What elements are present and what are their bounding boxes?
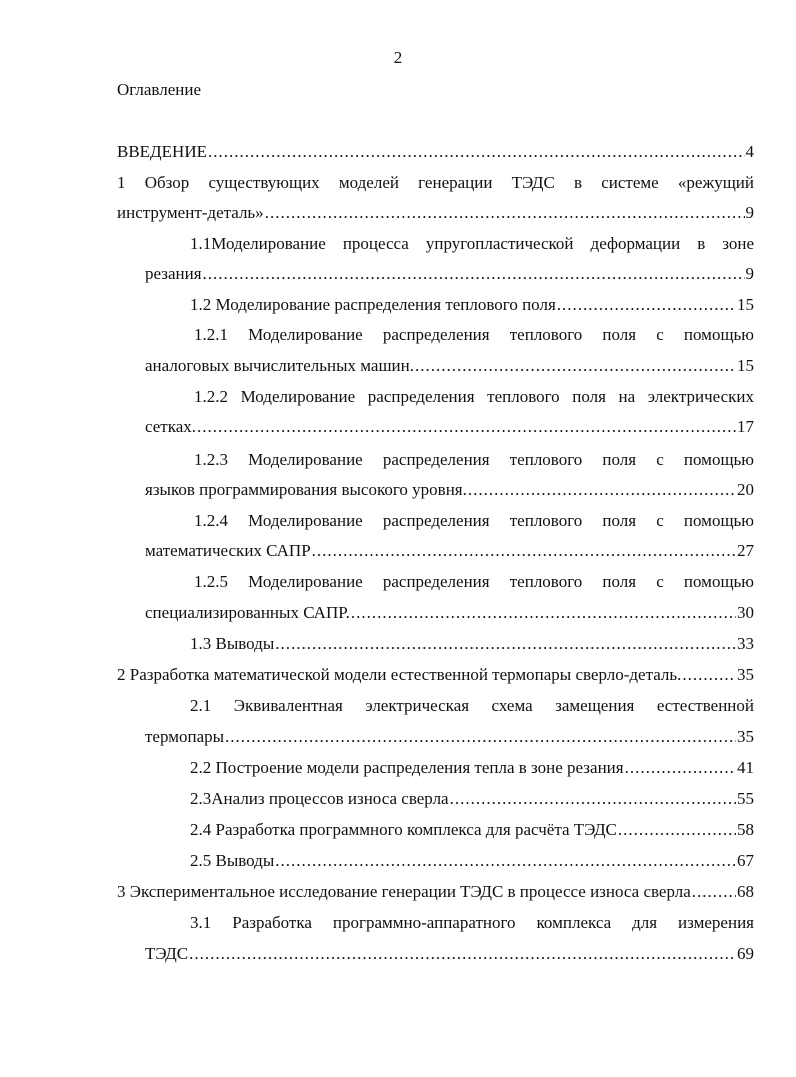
entry-page: 35	[737, 665, 754, 684]
toc-entry-2-1[interactable]	[145, 725, 754, 749]
entry-page: 27	[737, 541, 754, 560]
toc-entry-1-2-1-line1[interactable]: 1.2.1 Моделирование распределения теплового поля с помощью	[194, 325, 754, 344]
toc-entry-2-2[interactable]	[190, 756, 754, 780]
toc-entry-2-3[interactable]	[190, 787, 754, 811]
entry-title: 2 Разработка математической модели естественной термопары сверло-деталь.	[117, 665, 682, 684]
toc-entry-3-1-line1[interactable]: 3.1 Разработка программно-аппаратного комплекса для измерения	[190, 913, 754, 932]
entry-page: 67	[737, 851, 754, 870]
dot-leader	[625, 756, 736, 780]
entry-title: 1.3 Выводы	[190, 634, 275, 653]
dot-leader	[275, 632, 736, 656]
entry-page: 33	[737, 634, 754, 653]
toc-entry-2-1-line1[interactable]: 2.1 Эквивалентная электрическая схема замещения естественной	[190, 696, 754, 715]
dot-leader	[197, 415, 736, 439]
entry-title: аналоговых вычислительных машин.	[145, 356, 414, 375]
dot-leader	[450, 787, 736, 811]
entry-page: 35	[737, 727, 754, 746]
dot-leader	[208, 140, 745, 164]
entry-title: ВВЕДЕНИЕ	[117, 142, 207, 161]
entry-title: 2.5 Выводы	[190, 851, 275, 870]
entry-title: резания	[145, 264, 202, 283]
entry-title: 1.2 Моделирование распределения теплового поля	[190, 295, 556, 314]
entry-title: математических САПР	[145, 541, 311, 560]
toc-entry-section-3[interactable]	[117, 880, 754, 904]
dot-leader	[692, 880, 736, 904]
entry-page: 55	[737, 789, 754, 808]
toc-entry-2-4[interactable]	[190, 818, 754, 842]
page-number: 2	[393, 48, 403, 67]
entry-page: 58	[737, 820, 754, 839]
dot-leader	[415, 354, 736, 378]
dot-leader	[265, 201, 745, 225]
entry-page: 68	[737, 882, 754, 901]
toc-entry-1-2-4-line1[interactable]: 1.2.4 Моделирование распределения теплового поля с помощью	[194, 511, 754, 530]
entry-page: 69	[737, 944, 754, 963]
toc-entry-1-3[interactable]	[190, 632, 754, 656]
entry-page: 9	[745, 203, 754, 222]
entry-title: инструмент-деталь»	[117, 203, 264, 222]
dot-leader	[618, 818, 736, 842]
entry-title: 2.4 Разработка программного комплекса для расчёта ТЭДС	[190, 820, 617, 839]
toc-entry-1-2[interactable]	[190, 293, 754, 317]
dot-leader	[225, 725, 736, 749]
entry-title: 2.2 Построение модели распределения тепла в зоне резания	[190, 758, 624, 777]
dot-leader	[203, 262, 745, 286]
toc-entry-1-2-3[interactable]	[145, 478, 754, 502]
toc-title: Оглавление	[117, 80, 201, 99]
entry-title: языков программирования высокого уровня.	[145, 480, 467, 499]
entry-page: 9	[745, 264, 754, 283]
toc-entry-section-1[interactable]	[117, 201, 754, 225]
entry-title: термопары	[145, 727, 225, 746]
dot-leader	[468, 478, 736, 502]
toc-entry-2-5[interactable]	[190, 849, 754, 873]
toc-entry-1-2-3-line1[interactable]: 1.2.3 Моделирование распределения теплового поля с помощью	[194, 450, 754, 469]
entry-page: 30	[737, 603, 754, 622]
dot-leader	[351, 601, 736, 625]
entry-page: 41	[737, 758, 754, 777]
dot-leader	[682, 663, 736, 687]
entry-page: 15	[737, 356, 754, 375]
entry-page: 4	[745, 142, 754, 161]
toc-entry-1-2-2[interactable]	[145, 415, 754, 439]
toc-entry-1-2-2-line1[interactable]: 1.2.2 Моделирование распределения теплового поля на электрических	[194, 387, 754, 406]
toc-entry-section-1-line1[interactable]: 1 Обзор существующих моделей генерации ТЭДС в системе «режущий	[117, 173, 754, 192]
dot-leader	[557, 293, 736, 317]
toc-entry-3-1[interactable]	[145, 942, 754, 966]
entry-page: 20	[737, 480, 754, 499]
toc-entry-1-2-1[interactable]	[145, 354, 754, 378]
dot-leader	[189, 942, 736, 966]
entry-title: 2.3Анализ процессов износа сверла	[190, 789, 449, 808]
toc-entry-intro[interactable]	[117, 140, 754, 164]
toc-entry-1-2-4[interactable]	[145, 539, 754, 563]
toc-entry-1-2-5[interactable]	[145, 601, 754, 625]
dot-leader	[312, 539, 736, 563]
entry-title: ТЭДС	[145, 944, 189, 963]
entry-page: 17	[737, 417, 754, 436]
entry-title: сетках.	[145, 417, 197, 436]
toc-entry-1-1-line1[interactable]: 1.1Моделирование процесса упругопластической деформации в зоне	[190, 234, 754, 253]
entry-page: 15	[737, 295, 754, 314]
entry-title: специализированных САПР.	[145, 603, 350, 622]
toc-entry-section-2[interactable]	[117, 663, 754, 687]
toc-entry-1-2-5-line1[interactable]: 1.2.5 Моделирование распределения теплового поля с помощью	[194, 572, 754, 591]
entry-title: 3 Экспериментальное исследование генерации ТЭДС в процессе износа сверла	[117, 882, 691, 901]
dot-leader	[275, 849, 736, 873]
toc-entry-1-1[interactable]	[145, 262, 754, 286]
